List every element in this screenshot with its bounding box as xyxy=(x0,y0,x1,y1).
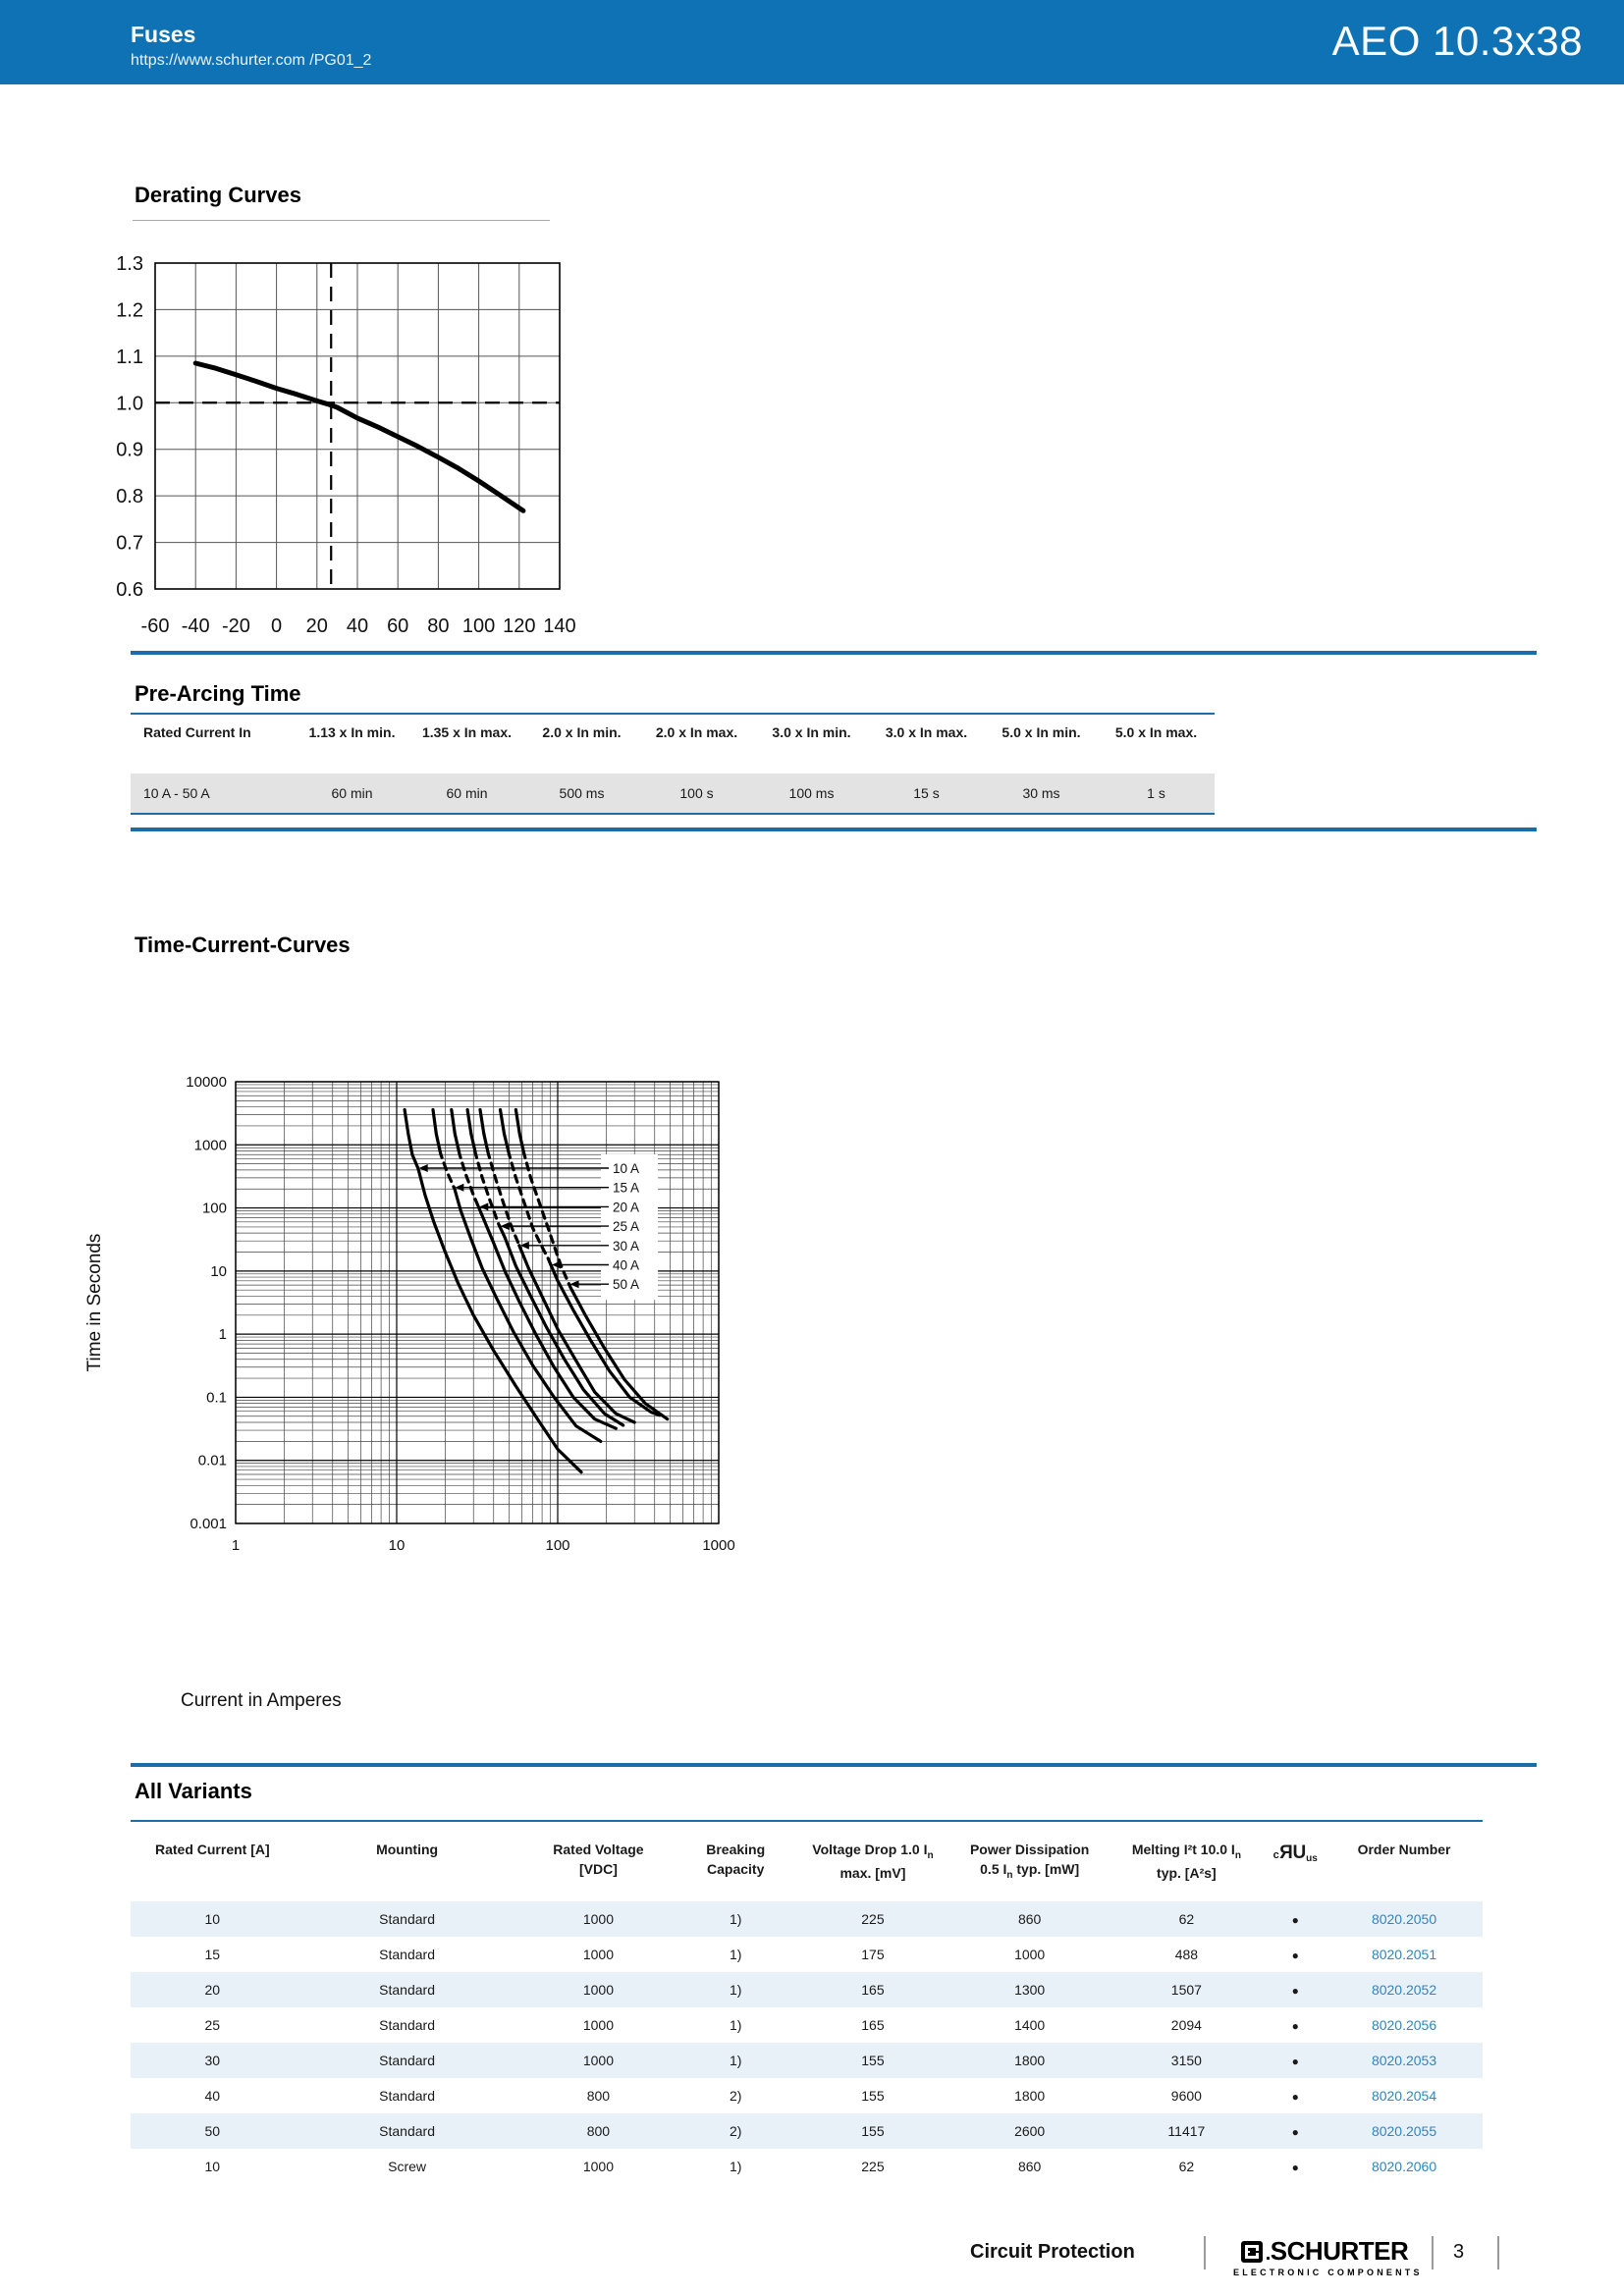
schurter-logo xyxy=(1233,2236,1423,2277)
svg-text:0.8: 0.8 xyxy=(116,486,143,508)
pre-arcing-col-header: 5.0 x In max. xyxy=(1114,724,1198,740)
variants-cell: 2600 xyxy=(1014,2123,1046,2139)
variants-col-header: Voltage Drop 1.0 $I_n$ max. [mV] xyxy=(812,1842,934,1882)
variants-cell: 9600 xyxy=(1170,2088,1202,2104)
pre-arcing-cell: 60 min xyxy=(331,785,373,801)
variants-cell: 40 xyxy=(204,2088,221,2104)
svg-text:1000: 1000 xyxy=(193,1137,227,1154)
pre-arcing-cell: 30 ms xyxy=(1022,785,1060,801)
pre-arcing-col-header: Rated Current In xyxy=(143,724,251,740)
variants-cell: Standard xyxy=(379,2053,435,2068)
category-title: Fuses xyxy=(131,22,196,47)
tcc-section-title: Time-Current-Curves xyxy=(135,933,351,957)
availability-dot: ● xyxy=(1291,1949,1299,1962)
legend-label: 25 A xyxy=(613,1219,640,1235)
pre-arcing-cell: 10 A - 50 A xyxy=(143,785,210,801)
pre-arcing-title: Pre-Arcing Time xyxy=(135,681,301,706)
order-number-link[interactable]: 8020.2060 xyxy=(1371,2159,1437,2174)
table-row xyxy=(131,2043,1483,2078)
legend-label: 10 A xyxy=(613,1161,640,1176)
svg-text:0.9: 0.9 xyxy=(116,439,143,461)
svg-text:0.6: 0.6 xyxy=(116,579,143,601)
variants-col-header: Rated Voltage [VDC] xyxy=(553,1842,644,1878)
order-number-cell xyxy=(1326,2017,1483,2033)
pre-arcing-col-header: 3.0 x In min. xyxy=(772,724,851,740)
availability-dot: ● xyxy=(1291,2019,1299,2033)
order-number-cell xyxy=(1326,2123,1483,2139)
variants-col-header: Mounting xyxy=(376,1842,439,1857)
pre-arcing-col-header: 2.0 x In min. xyxy=(542,724,622,740)
variants-cell: 488 xyxy=(1174,1947,1199,1962)
variants-cell: 2094 xyxy=(1170,2017,1202,2033)
svg-text:140: 140 xyxy=(543,615,576,637)
schurter-logo-icon xyxy=(1241,2241,1263,2263)
variants-cell: Standard xyxy=(379,1947,435,1962)
variants-cell: 1) xyxy=(729,2053,742,2068)
variants-col-header: Power Dissipation 0.5 $I_n$ typ. [mW] xyxy=(969,1842,1090,1882)
pre-arcing-cell: 60 min xyxy=(446,785,488,801)
pre-arcing-col-header: 1.13 x In min. xyxy=(308,724,396,740)
pre-arcing-col-header: 2.0 x In max. xyxy=(655,724,738,740)
section-rule xyxy=(131,651,1537,655)
variants-cell: 10 xyxy=(204,2159,221,2174)
variants-cell: Standard xyxy=(379,2123,435,2139)
legend-label: 15 A xyxy=(613,1180,640,1196)
svg-text:20: 20 xyxy=(305,615,328,637)
brand-subtitle: ELECTRONIC COMPONENTS xyxy=(1233,2268,1423,2277)
legend-label: 40 A xyxy=(613,1257,640,1273)
variants-cell: 3150 xyxy=(1170,2053,1202,2068)
table-row xyxy=(131,2007,1483,2043)
svg-text:1.1: 1.1 xyxy=(116,346,143,368)
svg-text:100: 100 xyxy=(545,1536,570,1554)
pre-arcing-col-header: 5.0 x In min. xyxy=(1001,724,1081,740)
svg-text:1.0: 1.0 xyxy=(116,393,143,415)
variants-cell: 225 xyxy=(861,2159,885,2174)
variants-cell: 860 xyxy=(1017,1911,1042,1927)
variants-cell: 800 xyxy=(586,2123,611,2139)
legend-label: 50 A xyxy=(613,1277,640,1293)
table-row xyxy=(131,2149,1483,2184)
variants-cell: 155 xyxy=(861,2088,885,2104)
variants-col-header: Breaking Capacity xyxy=(706,1842,766,1878)
legend-label: 20 A xyxy=(613,1200,640,1215)
order-number-link[interactable]: 8020.2056 xyxy=(1371,2017,1437,2033)
table-row xyxy=(131,1901,1483,1937)
availability-dot: ● xyxy=(1291,2161,1299,2174)
variants-cell: 1) xyxy=(729,1911,742,1927)
variants-col-header: Melting I²t 10.0 $I_n$ typ. [A²s] xyxy=(1131,1842,1241,1882)
variants-cell: 62 xyxy=(1178,2159,1195,2174)
variants-cell: 1000 xyxy=(582,2017,614,2033)
order-number-cell xyxy=(1326,2053,1483,2068)
availability-dot: ● xyxy=(1291,2055,1299,2068)
variants-cell: 1000 xyxy=(582,2053,614,2068)
order-number-cell xyxy=(1326,1911,1483,1927)
ul-certification-icon: cRU$_{us}$ xyxy=(1272,1842,1318,1865)
order-number-cell xyxy=(1326,1982,1483,1998)
svg-text:10: 10 xyxy=(210,1262,227,1280)
variants-cell: Standard xyxy=(379,2088,435,2104)
variants-cell: 2) xyxy=(729,2088,742,2104)
pre-arcing-table xyxy=(131,713,1215,815)
order-number-link[interactable]: 8020.2055 xyxy=(1371,2123,1437,2139)
table-row xyxy=(131,2078,1483,2113)
legend-label: 30 A xyxy=(613,1238,640,1254)
tcc-x-axis-label: Current in Amperes xyxy=(181,1690,342,1711)
availability-dot: ● xyxy=(1291,2125,1299,2139)
section-rule xyxy=(131,1763,1537,1767)
variants-cell: 1) xyxy=(729,2017,742,2033)
variants-cell: 1300 xyxy=(1014,1982,1046,1998)
variants-cell: 1000 xyxy=(582,2159,614,2174)
product-title: AEO 10.3x38 xyxy=(1331,18,1583,64)
derating-section-title: Derating Curves xyxy=(135,183,301,207)
svg-text:80: 80 xyxy=(427,615,450,637)
svg-text:0: 0 xyxy=(271,615,283,637)
variants-cell: 50 xyxy=(204,2123,221,2139)
order-number-link[interactable]: 8020.2054 xyxy=(1371,2088,1437,2104)
svg-text:60: 60 xyxy=(387,615,409,637)
brand-name: .SCHURTER xyxy=(1265,2236,1409,2266)
variants-cell: Standard xyxy=(379,1982,435,1998)
variants-cell: 15 xyxy=(204,1947,221,1962)
svg-text:1000: 1000 xyxy=(702,1536,735,1554)
page-number: 3 xyxy=(1453,2241,1465,2263)
variants-cell: 175 xyxy=(861,1947,885,1962)
table-row xyxy=(131,1972,1483,2007)
svg-text:40: 40 xyxy=(346,615,369,637)
svg-text:1: 1 xyxy=(218,1326,227,1344)
pre-arcing-col-header: 3.0 x In max. xyxy=(885,724,968,740)
variants-cell: 165 xyxy=(861,2017,885,2033)
svg-text:120: 120 xyxy=(503,615,536,637)
variants-col-header: Rated Current [A] xyxy=(154,1842,270,1857)
svg-text:1.2: 1.2 xyxy=(116,299,143,322)
svg-text:0.01: 0.01 xyxy=(197,1452,227,1469)
derating-chart xyxy=(0,236,785,648)
variants-cell: 1800 xyxy=(1014,2053,1046,2068)
title-underline xyxy=(133,220,550,221)
variants-rows xyxy=(131,1901,1483,2184)
variants-cell: 165 xyxy=(861,1982,885,1998)
all-variants-title: All Variants xyxy=(135,1779,252,1803)
variants-cell: Standard xyxy=(379,1911,435,1927)
variants-cell: 155 xyxy=(861,2123,885,2139)
section-rule xyxy=(131,828,1537,831)
variants-cell: 62 xyxy=(1178,1911,1195,1927)
pre-arcing-cell: 100 ms xyxy=(788,785,835,801)
footer-divider xyxy=(1204,2236,1206,2269)
footer-divider xyxy=(1497,2236,1499,2269)
variants-cell: 225 xyxy=(861,1911,885,1927)
footer-divider xyxy=(1432,2236,1434,2269)
variants-cell: 1) xyxy=(729,1982,742,1998)
variants-cell: 1000 xyxy=(582,1911,614,1927)
table-row xyxy=(131,1937,1483,1972)
svg-text:0.001: 0.001 xyxy=(189,1515,227,1532)
order-number-cell xyxy=(1326,1947,1483,1962)
order-number-cell xyxy=(1326,2159,1483,2174)
variants-cell: Standard xyxy=(379,2017,435,2033)
variants-cell: 1) xyxy=(729,2159,742,2174)
variants-cell: 10 xyxy=(204,1911,221,1927)
pre-arcing-col-header: 1.35 x In max. xyxy=(421,724,513,740)
variants-cell: 1000 xyxy=(582,1947,614,1962)
variants-cell: 1507 xyxy=(1170,1982,1202,1998)
variants-cell: Screw xyxy=(388,2159,427,2174)
pre-arcing-cell: 500 ms xyxy=(559,785,605,801)
variants-cell: 860 xyxy=(1017,2159,1042,2174)
svg-text:0.7: 0.7 xyxy=(116,532,143,555)
svg-text:10: 10 xyxy=(388,1536,406,1554)
pre-arcing-data-row xyxy=(131,774,1215,815)
order-number-link[interactable]: 8020.2050 xyxy=(1371,1911,1437,1927)
svg-text:1: 1 xyxy=(231,1536,241,1554)
order-number-link[interactable]: 8020.2052 xyxy=(1371,1982,1437,1998)
svg-text:1.3: 1.3 xyxy=(116,253,143,275)
pre-arcing-cell: 100 s xyxy=(679,785,714,801)
variants-cell: 30 xyxy=(204,2053,221,2068)
variants-cell: 1000 xyxy=(1014,1947,1046,1962)
availability-dot: ● xyxy=(1291,2090,1299,2104)
svg-text:-20: -20 xyxy=(221,615,250,637)
tcc-y-axis-label: Time in Seconds xyxy=(84,1233,105,1372)
variants-cell: 25 xyxy=(204,2017,221,2033)
variants-cell: 11417 xyxy=(1167,2123,1206,2139)
svg-text:0.1: 0.1 xyxy=(206,1389,227,1407)
svg-text:10000: 10000 xyxy=(186,1074,227,1091)
svg-text:-60: -60 xyxy=(140,615,170,637)
table-row xyxy=(131,2113,1483,2149)
all-variants-table xyxy=(131,1820,1483,2185)
svg-text:100: 100 xyxy=(201,1200,227,1217)
pre-arcing-header-row xyxy=(131,724,1215,740)
order-number-cell xyxy=(1326,2088,1483,2104)
variants-header-row xyxy=(131,1840,1483,1884)
footer-category: Circuit Protection xyxy=(970,2241,1135,2263)
time-current-chart xyxy=(0,1041,785,1595)
variants-cell: 1400 xyxy=(1014,2017,1046,2033)
variants-cell: 800 xyxy=(586,2088,611,2104)
availability-dot: ● xyxy=(1291,1913,1299,1927)
availability-dot: ● xyxy=(1291,1984,1299,1998)
variants-col-header: Order Number xyxy=(1357,1842,1451,1857)
svg-text:100: 100 xyxy=(461,615,496,637)
pre-arcing-cell: 15 s xyxy=(913,785,940,801)
header-url[interactable]: https://www.schurter.com /PG01_2 xyxy=(131,52,372,69)
order-number-link[interactable]: 8020.2051 xyxy=(1371,1947,1437,1962)
variants-cell: 20 xyxy=(204,1982,221,1998)
variants-cell: 1) xyxy=(729,1947,742,1962)
variants-cell: 155 xyxy=(861,2053,885,2068)
pre-arcing-cell: 1 s xyxy=(1147,785,1165,801)
variants-cell: 1800 xyxy=(1014,2088,1046,2104)
variants-cell: 2) xyxy=(729,2123,742,2139)
svg-text:-40: -40 xyxy=(181,615,210,637)
variants-cell: 1000 xyxy=(582,1982,614,1998)
order-number-link[interactable]: 8020.2053 xyxy=(1371,2053,1437,2068)
